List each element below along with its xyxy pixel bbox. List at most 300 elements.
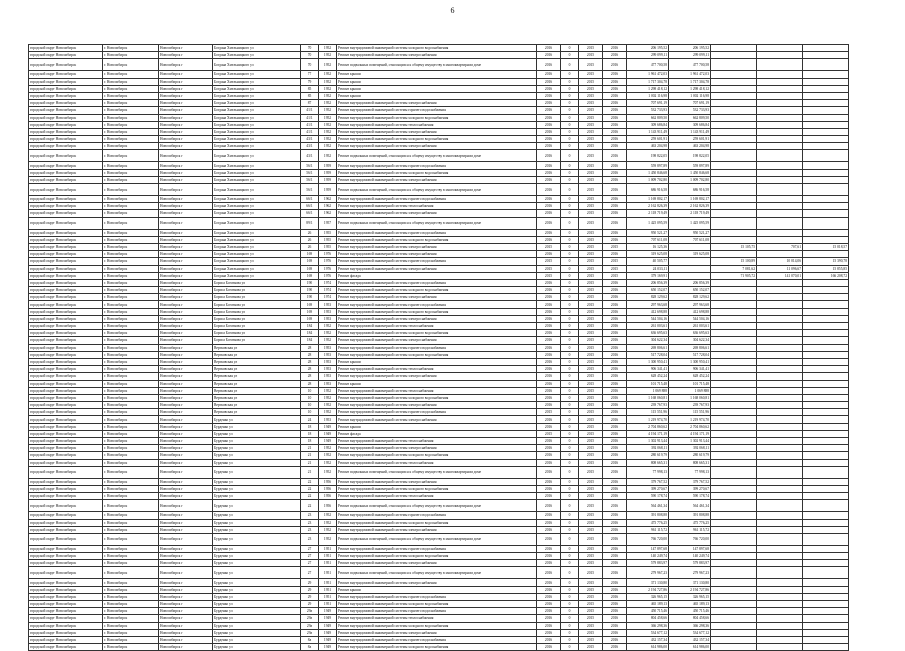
table-cell-c3: Новосибирск г [159, 485, 213, 492]
table-cell-c9: 0 [561, 229, 579, 236]
table-cell-c8: 2016 [537, 459, 561, 466]
table-cell-c11: 2016 [603, 52, 627, 59]
table-row [29, 52, 849, 59]
table-cell-c7: Ремонт внутридомовой инженерной системы горячего водоснабжения [337, 512, 537, 519]
table-cell-c15: 11 096,67 [757, 265, 803, 272]
table-cell-c2: г. Новосибирск [103, 128, 159, 135]
table-cell-c8: 2016 [537, 337, 561, 344]
table-cell-c8: 2016 [537, 636, 561, 643]
table-cell-c16 [803, 294, 849, 301]
table-cell-c8: 2016 [537, 203, 561, 210]
table-cell-c4: Вертковская ул [213, 358, 301, 365]
table-cell-c12: 686 916,58 [627, 184, 669, 196]
table-cell-c2: г. Новосибирск [103, 337, 159, 344]
table-cell-c9: 0 [561, 593, 579, 600]
table-cell-c6: 1952 [319, 519, 337, 526]
table-cell-c13: 1 302 913,44 [669, 438, 711, 445]
table-cell-c10: 2015 [579, 560, 603, 567]
table-cell-c12: 101 715,48 [627, 380, 669, 387]
table-cell-c9: 0 [561, 196, 579, 203]
table-cell-c3: Новосибирск г [159, 608, 213, 615]
table-cell-c5: 190 [301, 279, 319, 286]
table-cell-c5: 79 [301, 78, 319, 85]
table-cell-c16 [803, 615, 849, 622]
table-cell-c11: 2016 [603, 526, 627, 533]
table-cell-c5: 41/1 [301, 114, 319, 121]
table-cell-c10: 2015 [579, 272, 603, 279]
table-cell-c14 [711, 251, 757, 258]
table-cell-c6: 1951 [319, 560, 337, 567]
table-cell-c3: Новосибирск г [159, 373, 213, 380]
table-cell-c6: 1952 [319, 78, 337, 85]
table-cell-c5: 8а [301, 636, 319, 643]
table-cell-c3: Новосибирск г [159, 162, 213, 169]
table-cell-c7: Ремонт внутридомовой инженерной системы холодного водоснабжения [337, 519, 537, 526]
table-cell-c6: 1949 [319, 608, 337, 615]
table-cell-c14 [711, 459, 757, 466]
table-cell-c5: 85 [301, 85, 319, 92]
table-row [29, 553, 849, 560]
table-cell-c5: 66/1 [301, 210, 319, 217]
table-cell-c11: 2016 [603, 196, 627, 203]
table-cell-c14 [711, 52, 757, 59]
table-cell-c10: 2015 [579, 203, 603, 210]
table-cell-c7: Ремонт внутридомовой инженерной системы холодного водоснабжения [337, 553, 537, 560]
table-cell-c13: 392 068,11 [669, 445, 711, 452]
table-cell-c14 [711, 121, 757, 128]
table-cell-c2: г. Новосибирск [103, 485, 159, 492]
table-cell-c11: 2016 [603, 143, 627, 150]
table-cell-c5: 28 [301, 344, 319, 351]
table-cell-c8: 2016 [537, 519, 561, 526]
table-cell-c14 [711, 107, 757, 114]
table-cell-c5: 28 [301, 358, 319, 365]
table-row [29, 128, 849, 135]
table-row [29, 519, 849, 526]
table-cell-c1: городской округ Новосибирск [29, 162, 103, 169]
table-cell-c3: Новосибирск г [159, 452, 213, 459]
table-cell-c1: городской округ Новосибирск [29, 114, 103, 121]
table-cell-c11: 2016 [603, 351, 627, 358]
table-cell-c8: 2016 [537, 169, 561, 176]
table-cell-c10: 2015 [579, 100, 603, 107]
table-cell-c13: 1 425 095,59 [669, 217, 711, 229]
table-cell-c4: Бурденко ул [213, 636, 301, 643]
table-cell-c8: 2016 [537, 92, 561, 99]
table-row [29, 301, 849, 308]
table-cell-c12: 636 695,63 [627, 330, 669, 337]
table-cell-c11: 2016 [603, 601, 627, 608]
table-cell-c8: 2016 [537, 210, 561, 217]
table-cell-c4: Бориса Богаткова ул [213, 308, 301, 315]
table-cell-c4: Богдана Хмельницкого ул [213, 143, 301, 150]
table-cell-c2: г. Новосибирск [103, 323, 159, 330]
table-cell-c13: 463 204,98 [669, 143, 711, 150]
table-cell-c6: 1952 [319, 394, 337, 401]
table-cell-c10: 2015 [579, 136, 603, 143]
table-cell-c7: Ремонт внутридомовой инженерной системы горячего водоснабжения [337, 344, 537, 351]
table-cell-c8: 2016 [537, 500, 561, 512]
table-cell-c3: Новосибирск г [159, 176, 213, 183]
table-cell-c12: 261 003,61 [627, 323, 669, 330]
table-cell-c2: г. Новосибирск [103, 493, 159, 500]
table-cell-c6: 1956 [319, 478, 337, 485]
table-cell-c11: 2016 [603, 608, 627, 615]
table-cell-c7: Ремонт внутридомовой инженерной системы электроснабжения [337, 210, 537, 217]
table-cell-c8: 2016 [537, 586, 561, 593]
table-cell-c9: 0 [561, 301, 579, 308]
table-cell-c11: 2016 [603, 553, 627, 560]
table-cell-c2: г. Новосибирск [103, 533, 159, 545]
table-cell-c9: 0 [561, 445, 579, 452]
table-cell-c12: 1 009 702,80 [627, 176, 669, 183]
table-cell-c7: Ремонт внутридомовой инженерной системы холодного водоснабжения [337, 330, 537, 337]
table-cell-c2: г. Новосибирск [103, 272, 159, 279]
table-cell-c10: 2015 [579, 308, 603, 315]
table-cell-c6: 1955 [319, 236, 337, 243]
table-cell-c13: 2 162 826,39 [669, 203, 711, 210]
table-cell-c10: 2015 [579, 519, 603, 526]
table-cell-c4: Бурденко ул [213, 545, 301, 552]
table-cell-c12: 326 965,15 [627, 593, 669, 600]
table-cell-c3: Новосибирск г [159, 169, 213, 176]
table-cell-c14 [711, 176, 757, 183]
table-cell-c5: 169 [301, 265, 319, 272]
table-cell-c7: Ремонт внутридомовой инженерной системы горячего водоснабжения [337, 301, 537, 308]
table-cell-c2: г. Новосибирск [103, 176, 159, 183]
table-cell-c12: 198 822,05 [627, 150, 669, 162]
table-cell-c16 [803, 330, 849, 337]
table-cell-c2: г. Новосибирск [103, 593, 159, 600]
table-cell-c13: 1 219 974,70 [669, 416, 711, 423]
table-cell-c12: 2 162 826,39 [627, 203, 669, 210]
table-cell-c2: г. Новосибирск [103, 107, 159, 114]
table-cell-c6: 1955 [319, 229, 337, 236]
table-cell-c15 [757, 52, 803, 59]
table-cell-c13: 319 625,08 [669, 251, 711, 258]
table-cell-c14 [711, 466, 757, 478]
table-cell-c16 [803, 236, 849, 243]
table-cell-c10: 2015 [579, 526, 603, 533]
table-cell-c7: Ремонт внутридомовой инженерной системы горячего водоснабжения [337, 196, 537, 203]
table-cell-c6: 1962 [319, 196, 337, 203]
table-cell-c11: 2016 [603, 301, 627, 308]
table-cell-c13: 804 458,66 [669, 615, 711, 622]
table-cell-c15 [757, 301, 803, 308]
table-cell-c10: 2015 [579, 553, 603, 560]
table-cell-c7: Ремонт внутридомовой инженерной системы холодного водоснабжения [337, 136, 537, 143]
table-cell-c9: 0 [561, 387, 579, 394]
table-cell-c7: Ремонт внутридомовой инженерной системы теплоснабжения [337, 615, 537, 622]
table-row [29, 78, 849, 85]
table-cell-c7: Ремонт внутридомовой инженерной системы горячего водоснабжения [337, 636, 537, 643]
table-cell-c11: 2016 [603, 394, 627, 401]
table-cell-c8: 2016 [537, 217, 561, 229]
table-cell-c6: 1976 [319, 251, 337, 258]
table-cell-c1: городской округ Новосибирск [29, 466, 103, 478]
table-cell-c1: городской округ Новосибирск [29, 380, 103, 387]
table-cell-c14 [711, 366, 757, 373]
table-cell-c15 [757, 162, 803, 169]
table-row [29, 330, 849, 337]
table-cell-c7: Ремонт внутридомовой инженерной системы электроснабжения [337, 100, 537, 107]
table-cell-c3: Новосибирск г [159, 85, 213, 92]
table-cell-c8: 2016 [537, 136, 561, 143]
table-cell-c8: 2016 [537, 485, 561, 492]
table-cell-c7: Ремонт внутридомовой инженерной системы горячего водоснабжения [337, 107, 537, 114]
table-cell-c2: г. Новосибирск [103, 380, 159, 387]
table-row [29, 452, 849, 459]
table-cell-c2: г. Новосибирск [103, 466, 159, 478]
table-cell-c16 [803, 150, 849, 162]
table-cell-c8: 2016 [537, 423, 561, 430]
table-cell-c15 [757, 430, 803, 437]
table-cell-c13: 140 249,74 [669, 553, 711, 560]
table-cell-c1: городской округ Новосибирск [29, 373, 103, 380]
table-cell-c6: 1952 [319, 452, 337, 459]
table-cell-c7: Ремонт крыши [337, 85, 537, 92]
table-cell-c2: г. Новосибирск [103, 162, 159, 169]
table-cell-c11: 2016 [603, 136, 627, 143]
table-cell-c1: городской округ Новосибирск [29, 438, 103, 445]
table-cell-c3: Новосибирск г [159, 330, 213, 337]
table-cell-c8: 2016 [537, 330, 561, 337]
table-cell-c7: Ремонт внутридомовой инженерной системы теплоснабжения [337, 366, 537, 373]
table-cell-c15 [757, 579, 803, 586]
table-cell-c3: Новосибирск г [159, 526, 213, 533]
table-cell-c15 [757, 500, 803, 512]
table-cell-c5: 22 [301, 493, 319, 500]
table-cell-c2: г. Новосибирск [103, 308, 159, 315]
table-cell-c1: городской округ Новосибирск [29, 287, 103, 294]
table-cell-c5: 41/1 [301, 128, 319, 135]
table-cell-c7: Ремонт фасада [337, 272, 537, 279]
table-cell-c6: 1952 [319, 387, 337, 394]
table-cell-c7: Ремонт внутридомовой инженерной системы электроснабжения [337, 478, 537, 485]
table-cell-c5: 28 [301, 366, 319, 373]
table-cell-c10: 2015 [579, 162, 603, 169]
table-cell-c8: 2015 [537, 265, 561, 272]
table-cell-c15 [757, 114, 803, 121]
table-cell-c15 [757, 71, 803, 78]
table-cell-c13: 517 728,04 [669, 351, 711, 358]
table-cell-c5: 184 [301, 337, 319, 344]
table-cell-c4: Богдана Хмельницкого ул [213, 258, 301, 265]
table-cell-c3: Новосибирск г [159, 586, 213, 593]
table-cell-c6: 1952 [319, 337, 337, 344]
table-cell-c8: 2015 [537, 409, 561, 416]
table-cell-c4: Бориса Богаткова ул [213, 323, 301, 330]
table-cell-c15 [757, 636, 803, 643]
table-cell-c4: Бурденко ул [213, 416, 301, 423]
table-cell-c2: г. Новосибирск [103, 203, 159, 210]
table-cell-c10: 2015 [579, 92, 603, 99]
table-cell-c13: 366 298,36 [669, 622, 711, 629]
table-cell-c7: Ремонт внутридомовой инженерной системы горячего водоснабжения [337, 608, 537, 615]
table-cell-c15 [757, 387, 803, 394]
table-cell-c10: 2015 [579, 533, 603, 545]
table-cell-c11: 2016 [603, 478, 627, 485]
table-cell-c11: 2016 [603, 366, 627, 373]
table-row [29, 366, 849, 373]
table-cell-c8: 2016 [537, 279, 561, 286]
table-cell-c4: Бурденко ул [213, 553, 301, 560]
table-cell-c14 [711, 579, 757, 586]
table-cell-c4: Бориса Богаткова ул [213, 315, 301, 322]
table-cell-c2: г. Новосибирск [103, 52, 159, 59]
table-cell-c2: г. Новосибирск [103, 553, 159, 560]
table-cell-c16 [803, 176, 849, 183]
table-cell-c15 [757, 586, 803, 593]
table-row [29, 229, 849, 236]
table-cell-c5: 77 [301, 71, 319, 78]
table-cell-c13: 371 130,80 [669, 579, 711, 586]
table-cell-c6: 1949 [319, 629, 337, 636]
table-cell-c16 [803, 196, 849, 203]
table-cell-c13: 379 767,52 [669, 478, 711, 485]
table-cell-c15 [757, 358, 803, 365]
table-row [29, 258, 849, 265]
table-cell-c9: 0 [561, 265, 579, 272]
table-cell-c10: 2015 [579, 337, 603, 344]
table-cell-c5: 29 [301, 593, 319, 600]
table-cell-c13: 662 809,50 [669, 114, 711, 121]
table-cell-c11: 2016 [603, 423, 627, 430]
table-cell-c1: городской округ Новосибирск [29, 315, 103, 322]
table-cell-c13: 1 450 846,68 [669, 169, 711, 176]
table-cell-c16 [803, 533, 849, 545]
table-cell-c14 [711, 567, 757, 579]
table-row [29, 500, 849, 512]
table-cell-c13: 950 521,27 [669, 229, 711, 236]
table-cell-c1: городской округ Новосибирск [29, 500, 103, 512]
table-cell-c8: 2016 [537, 287, 561, 294]
table-cell-c2: г. Новосибирск [103, 265, 159, 272]
table-cell-c15 [757, 196, 803, 203]
table-cell-c3: Новосибирск г [159, 644, 213, 651]
table-cell-c5: 18 [301, 438, 319, 445]
table-cell-c14 [711, 136, 757, 143]
table-cell-c9: 0 [561, 452, 579, 459]
table-cell-c1: городской округ Новосибирск [29, 601, 103, 608]
table-cell-c12: 1 717 304,78 [627, 78, 669, 85]
table-cell-c7: Ремонт внутридомовой инженерной системы холодного водоснабжения [337, 622, 537, 629]
table-cell-c15 [757, 423, 803, 430]
table-row [29, 344, 849, 351]
table-cell-c13: 564 461,34 [669, 500, 711, 512]
table-cell-c9: 0 [561, 533, 579, 545]
table-cell-c7: Ремонт внутридомовой инженерной системы горячего водоснабжения [337, 545, 537, 552]
table-cell-c3: Новосибирск г [159, 143, 213, 150]
table-cell-c3: Новосибирск г [159, 128, 213, 135]
table-cell-c1: городской округ Новосибирск [29, 430, 103, 437]
table-cell-c12: 1 002 116,98 [627, 92, 669, 99]
table-cell-c5: 43/1 [301, 136, 319, 143]
table-cell-c1: городской округ Новосибирск [29, 203, 103, 210]
table-cell-c1: городской округ Новосибирск [29, 169, 103, 176]
table-cell-c2: г. Новосибирск [103, 196, 159, 203]
table-cell-c12: 650 152,07 [627, 287, 669, 294]
table-cell-c5: 28 [301, 373, 319, 380]
table-cell-c5: 27 [301, 553, 319, 560]
table-cell-c6: 1959 [319, 184, 337, 196]
table-cell-c11: 2016 [603, 593, 627, 600]
table-cell-c16 [803, 107, 849, 114]
table-cell-c16 [803, 567, 849, 579]
table-cell-c14 [711, 545, 757, 552]
table-cell-c16 [803, 59, 849, 71]
table-cell-c14 [711, 236, 757, 243]
table-cell-c4: Бурденко ул [213, 560, 301, 567]
table-row [29, 615, 849, 622]
table-cell-c12: 2 194 727,86 [627, 586, 669, 593]
table-cell-c10: 2015 [579, 150, 603, 162]
table-cell-c10: 2015 [579, 622, 603, 629]
table-cell-c4: Бурденко ул [213, 466, 301, 478]
table-cell-c5: 89/1 [301, 217, 319, 229]
table-cell-c13: 766 720,00 [669, 533, 711, 545]
table-cell-c13: 828 129,62 [669, 294, 711, 301]
table-cell-c15 [757, 601, 803, 608]
table-cell-c9: 0 [561, 121, 579, 128]
table-cell-c4: Богдана Хмельницкого ул [213, 169, 301, 176]
table-cell-c10: 2015 [579, 545, 603, 552]
table-row [29, 121, 849, 128]
table-cell-c16 [803, 358, 849, 365]
table-cell-c13: 544 504,16 [669, 315, 711, 322]
table-cell-c14: 15 105,75 [711, 243, 757, 250]
table-cell-c4: Богдана Хмельницкого ул [213, 107, 301, 114]
table-cell-c3: Новосибирск г [159, 258, 213, 265]
table-cell-c7: Ремонт подвальных помещений, относящихся к общему имуществу в многоквартирном доме [337, 466, 537, 478]
table-cell-c12: 379 767,52 [627, 478, 669, 485]
table-cell-c2: г. Новосибирск [103, 121, 159, 128]
table-cell-c6: 1952 [319, 512, 337, 519]
table-cell-c3: Новосибирск г [159, 629, 213, 636]
table-cell-c15 [757, 560, 803, 567]
table-cell-c2: г. Новосибирск [103, 402, 159, 409]
table-cell-c10: 2015 [579, 636, 603, 643]
table-cell-c12: 517 728,04 [627, 351, 669, 358]
table-cell-c10: 2015 [579, 366, 603, 373]
table-cell-c11: 2016 [603, 629, 627, 636]
table-cell-c10: 2015 [579, 176, 603, 183]
table-row [29, 92, 849, 99]
table-cell-c8: 2016 [537, 466, 561, 478]
table-cell-c12: 366 298,36 [627, 622, 669, 629]
table-cell-c12: 590 178,74 [627, 493, 669, 500]
table-cell-c5: 169 [301, 315, 319, 322]
table-cell-c1: городской округ Новосибирск [29, 210, 103, 217]
table-cell-c3: Новосибирск г [159, 358, 213, 365]
table-cell-c14 [711, 485, 757, 492]
table-cell-c6: 1976 [319, 258, 337, 265]
table-cell-c4: Богдана Хмельницкого ул [213, 45, 301, 52]
table-cell-c12: 399 270,67 [627, 485, 669, 492]
table-row [29, 136, 849, 143]
table-cell-c1: городской округ Новосибирск [29, 593, 103, 600]
table-cell-c14 [711, 560, 757, 567]
table-cell-c16: 15 018,57 [803, 243, 849, 250]
table-cell-c9: 0 [561, 526, 579, 533]
table-cell-c12: 24 033,11 [627, 265, 669, 272]
table-cell-c1: городской округ Новосибирск [29, 143, 103, 150]
table-cell-c10: 2015 [579, 579, 603, 586]
table-cell-c9: 0 [561, 136, 579, 143]
table-cell-c15 [757, 567, 803, 579]
table-cell-c10: 2015 [579, 438, 603, 445]
table-cell-c7: Ремонт внутридомовой инженерной системы электроснабжения [337, 251, 537, 258]
